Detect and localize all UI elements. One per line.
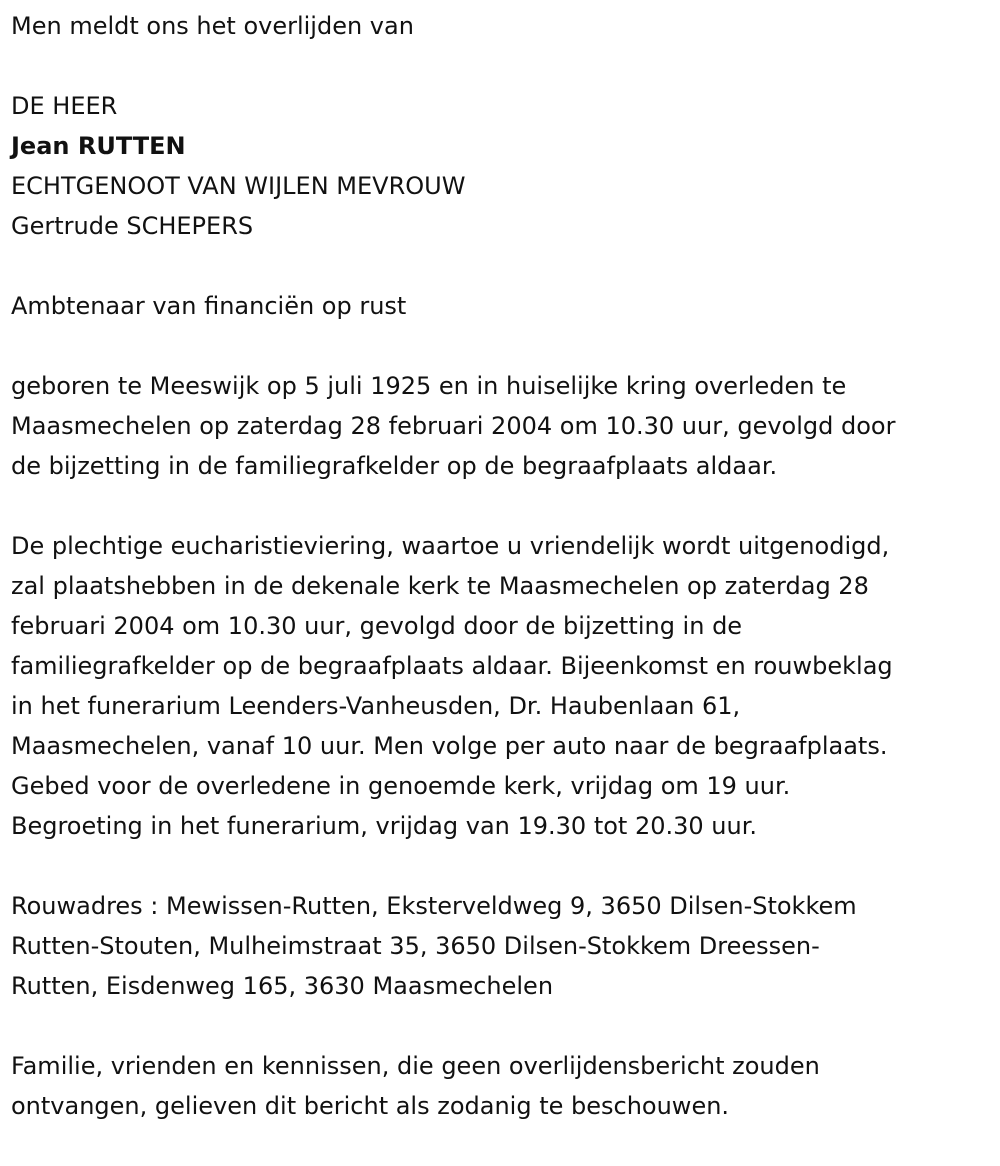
spacer — [11, 486, 996, 526]
paragraph-line: februari 2004 om 10.30 uur, gevolgd door de bijzetting in de — [11, 612, 743, 640]
spouse-line: ECHTGENOOT VAN WIJLEN MEVROUW — [11, 172, 466, 200]
paragraph-line: familiegrafkelder op de begraafplaats aldaar. Bijeenkomst en rouwbeklag — [11, 652, 893, 680]
paragraph-line: geboren te Meeswijk op 5 juli 1925 en in huiselijke kring overleden te — [11, 372, 847, 400]
spacer — [11, 326, 996, 366]
deceased-name: Jean RUTTEN — [11, 132, 186, 160]
paragraph-line: ontvangen, gelieven dit bericht als zodanig te beschouwen. — [11, 1092, 730, 1120]
paragraph-line: Begroeting in het funerarium, vrijdag van 19.30 tot 20.30 uur. — [11, 812, 758, 840]
closing-paragraph — [11, 1046, 996, 1126]
spacer — [11, 846, 996, 886]
spouse-name: Gertrude SCHEPERS — [11, 212, 254, 240]
paragraph-line: de bijzetting in de familiegrafkelder op de begraafplaats aldaar. — [11, 452, 778, 480]
mourning-address-paragraph — [11, 886, 996, 1006]
paragraph-line: De plechtige eucharistieviering, waartoe u vriendelijk wordt uitgenodigd, — [11, 532, 890, 560]
paragraph-line: Familie, vrienden en kennissen, die geen overlijdensbericht zouden — [11, 1052, 820, 1080]
paragraph-line: Rutten, Eisdenweg 165, 3630 Maasmechelen — [11, 972, 554, 1000]
paragraph-line: Rutten-Stouten, Mulheimstraat 35, 3650 Dilsen-Stokkem Dreessen- — [11, 932, 820, 960]
spacer — [11, 1006, 996, 1046]
paragraph-line: in het funerarium Leenders-Vanheusden, Dr. Haubenlaan 61, — [11, 692, 741, 720]
paragraph-line: zal plaatshebben in de dekenale kerk te Maasmechelen op zaterdag 28 — [11, 572, 869, 600]
obituary-notice — [11, 6, 996, 1126]
spacer — [11, 246, 996, 286]
paragraph-line: Gebed voor de overledene in genoemde kerk, vrijdag om 19 uur. — [11, 772, 791, 800]
profession: Ambtenaar van financiën op rust — [11, 292, 407, 320]
spacer — [11, 46, 996, 86]
honorific: DE HEER — [11, 92, 118, 120]
intro-text: Men meldt ons het overlijden van — [11, 12, 414, 40]
paragraph-line: Rouwadres : Mewissen-Rutten, Eksterveldweg 9, 3650 Dilsen-Stokkem — [11, 892, 857, 920]
paragraph-line: Maasmechelen, vanaf 10 uur. Men volge per auto naar de begraafplaats. — [11, 732, 888, 760]
ceremony-paragraph — [11, 526, 996, 846]
paragraph-line: Maasmechelen op zaterdag 28 februari 2004 om 10.30 uur, gevolgd door — [11, 412, 896, 440]
birth-death-paragraph — [11, 366, 996, 486]
